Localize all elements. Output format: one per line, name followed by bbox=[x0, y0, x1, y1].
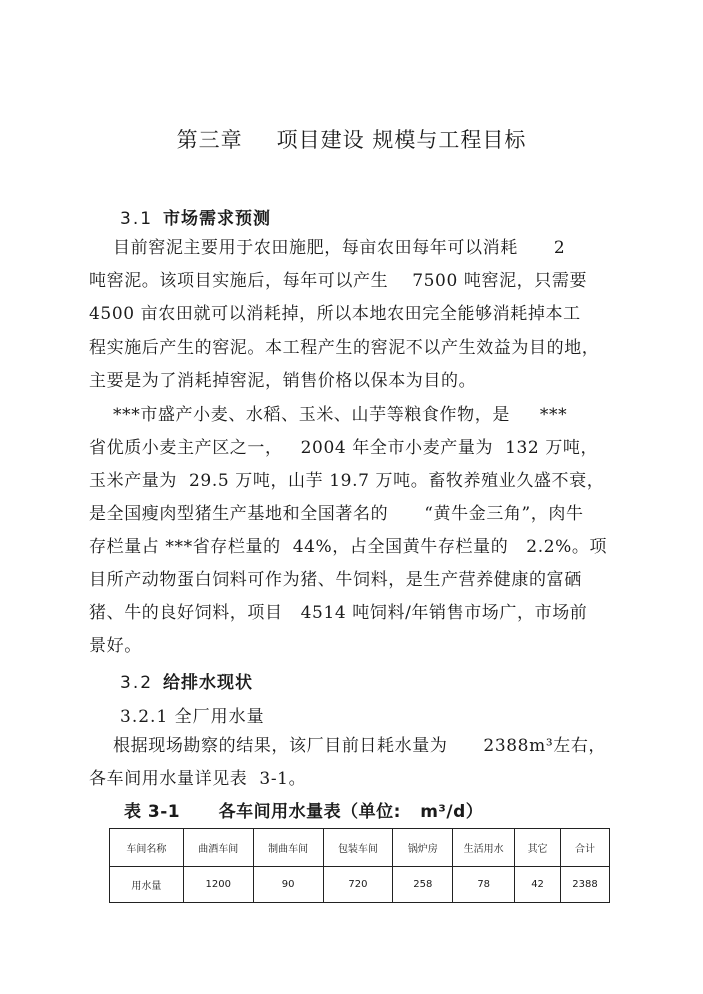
table-row-label: 用水量 bbox=[110, 867, 184, 903]
paragraph-line: 目前窖泥主要用于农田施肥，每亩农田每年可以消耗 2 bbox=[89, 238, 566, 258]
table-header-cell: 生活用水 bbox=[453, 829, 515, 867]
paragraph-line: ***市盛产小麦、水稻、玉米、山芋等粮食作物，是 *** bbox=[89, 405, 568, 425]
section-number: 3.1 bbox=[120, 209, 154, 229]
table-cell: 720 bbox=[323, 867, 393, 903]
table-header-cell: 包装车间 bbox=[323, 829, 393, 867]
table-cell: 258 bbox=[393, 867, 453, 903]
table-header-cell: 合计 bbox=[561, 829, 610, 867]
table-caption: 表 3-1 各车间用水量表（单位: m³/d） bbox=[124, 802, 484, 822]
paragraph-line: 各车间用水量详见表 3-1。 bbox=[89, 769, 307, 789]
paragraph-line: 吨窖泥。该项目实施后，每年可以产生 7500 吨窖泥，只需要 bbox=[89, 271, 588, 291]
table-header-row bbox=[110, 829, 610, 867]
section-title: 给排水现状 bbox=[163, 673, 254, 693]
table-header-cell: 制曲车间 bbox=[253, 829, 323, 867]
paragraph-line: 玉米产量为 29.5 万吨，山芋 19.7 万吨。畜牧养殖业久盛不衰， bbox=[89, 471, 605, 491]
table-cell: 42 bbox=[515, 867, 561, 903]
section-heading-3-1 bbox=[120, 204, 271, 229]
table-header-cell: 锅炉房 bbox=[393, 829, 453, 867]
section-title: 市场需求预测 bbox=[163, 209, 272, 229]
table-header-cell: 其它 bbox=[515, 829, 561, 867]
section-number: 3.2 bbox=[120, 673, 154, 693]
paragraph-line: 猪、牛的良好饲料，项目 4514 吨饲料/年销售市场广，市场前 bbox=[89, 603, 588, 623]
paragraph-line: 景好。 bbox=[89, 636, 142, 656]
paragraph-line: 存栏量占 ***省存栏量的 44%，占全国黄牛存栏量的 2.2%。项 bbox=[89, 537, 608, 557]
table-cell: 1200 bbox=[183, 867, 253, 903]
paragraph-line: 目所产动物蛋白饲料可作为猪、牛饲料，是生产营养健康的富硒 bbox=[89, 570, 582, 590]
chapter-title bbox=[0, 124, 703, 154]
table-header-cell: 曲酒车间 bbox=[183, 829, 253, 867]
table-cell: 2388 bbox=[561, 867, 610, 903]
table-cell: 78 bbox=[453, 867, 515, 903]
table-row bbox=[110, 867, 610, 903]
table-header-cell: 车间名称 bbox=[110, 829, 184, 867]
chapter-label: 第三章 bbox=[176, 128, 243, 152]
paragraph-line: 根据现场勘察的结果，该厂目前日耗水量为 2388m³左右， bbox=[89, 736, 607, 756]
subsection-heading: 3.2.1 全厂用水量 bbox=[120, 707, 265, 727]
section-heading-3-2 bbox=[120, 668, 253, 693]
chapter-name: 项目建设 规模与工程目标 bbox=[276, 128, 527, 152]
paragraph-line: 是全国瘦肉型猪生产基地和全国著名的 “黄牛金三角”，肉牛 bbox=[89, 504, 584, 524]
paragraph-line: 主要是为了消耗掉窖泥，销售价格以保本为目的。 bbox=[89, 371, 477, 391]
table-cell: 90 bbox=[253, 867, 323, 903]
paragraph-line: 省优质小麦主产区之一， 2004 年全市小麦产量为 132 万吨， bbox=[89, 438, 599, 458]
water-usage-table bbox=[109, 828, 610, 903]
paragraph-line: 4500 亩农田就可以消耗掉，所以本地农田完全能够消耗掉本工 bbox=[89, 304, 581, 324]
paragraph-line: 程实施后产生的窖泥。本工程产生的窖泥不以产生效益为目的地， bbox=[89, 338, 600, 358]
